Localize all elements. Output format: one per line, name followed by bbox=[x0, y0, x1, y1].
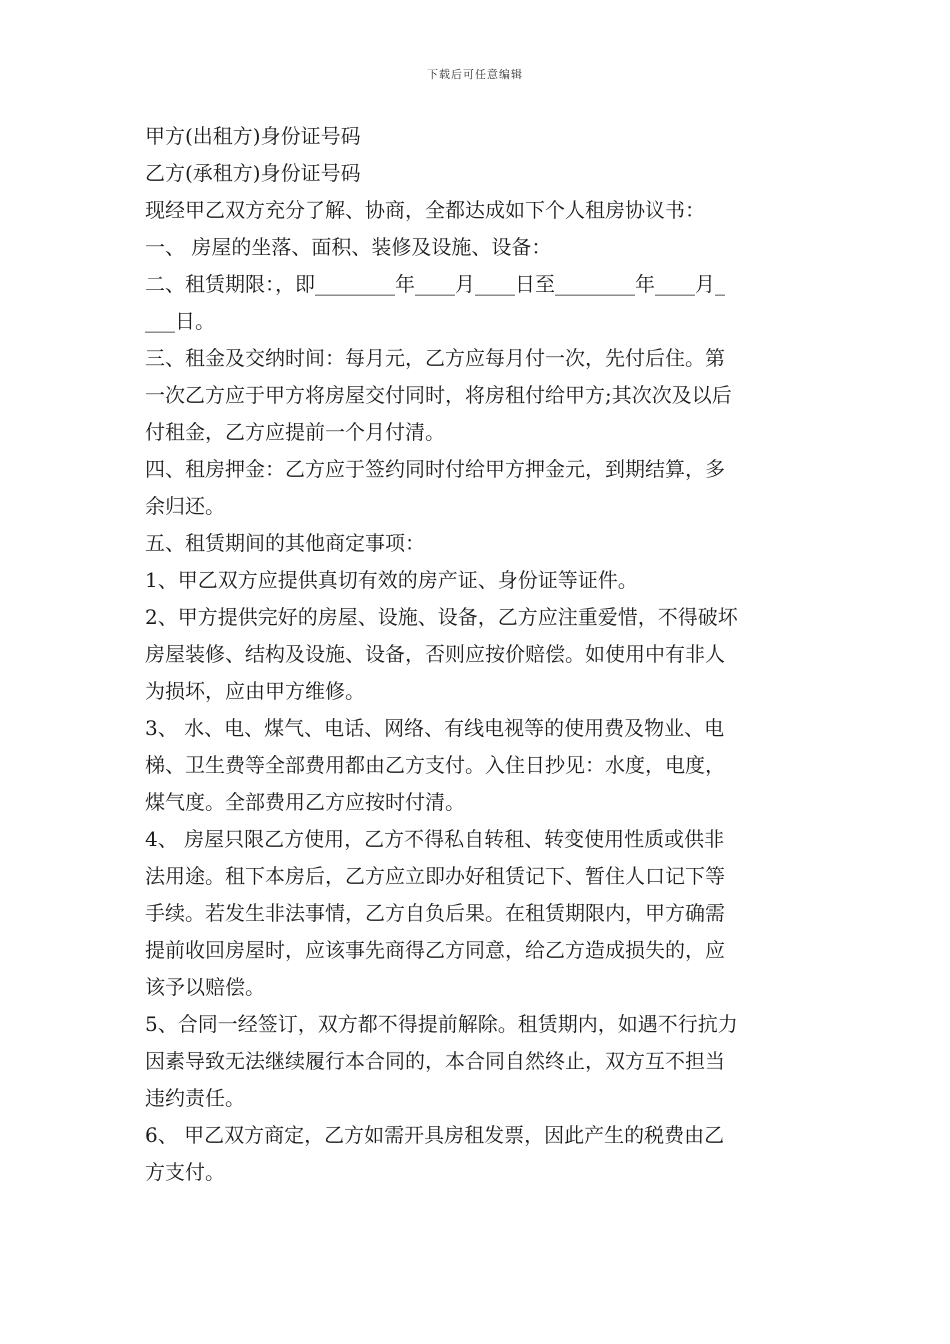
paragraph bbox=[145, 155, 807, 192]
text-line: 三、租金及交纳时间：每月元，乙方应每月付一次，先付后住。第 bbox=[145, 346, 725, 370]
paragraph bbox=[145, 340, 807, 451]
text-line: 五、租赁期间的其他商定事项： bbox=[145, 531, 425, 555]
paragraph bbox=[145, 229, 807, 266]
paragraph bbox=[145, 821, 807, 1006]
text-line: 煤气度。全部费用乙方应按时付清。 bbox=[145, 790, 465, 814]
paragraph bbox=[145, 562, 807, 599]
text-line: 5、合同一经签订，双方都不得提前解除。租赁期内，如遇不行抗力 bbox=[145, 1012, 738, 1036]
text-line: 3、 水、电、煤气、电话、网络、有线电视等的使用费及物业、电 bbox=[145, 716, 725, 740]
text-line: 违约责任。 bbox=[145, 1086, 245, 1110]
text-line: 付租金，乙方应提前一个月付清。 bbox=[145, 420, 445, 444]
paragraph bbox=[145, 710, 807, 821]
text-line: 因素导致无法继续履行本合同的，本合同自然终止，双方互不担当 bbox=[145, 1049, 725, 1073]
text-line: 4、 房屋只限乙方使用，乙方不得私自转租、转变使用性质或供非 bbox=[145, 827, 725, 851]
paragraph bbox=[145, 118, 807, 155]
text-line: 梯、卫生费等全部费用都由乙方支付。入住日抄见：水度，电度， bbox=[145, 753, 725, 777]
text-line: 现经甲乙双方充分了解、协商，全都达成如下个人租房协议书： bbox=[145, 198, 705, 222]
text-line: 一、 房屋的坐落、面积、装修及设施、设备： bbox=[145, 235, 552, 259]
text-line: 1、甲乙双方应提供真切有效的房产证、身份证等证件。 bbox=[145, 568, 638, 592]
paragraph bbox=[145, 266, 807, 340]
text-line: 手续。若发生非法事情，乙方自负后果。在租赁期限内，甲方确需 bbox=[145, 901, 725, 925]
text-line: 方支付。 bbox=[145, 1160, 225, 1184]
text-line: 2、甲方提供完好的房屋、设施、设备，乙方应注重爱惜，不得破坏 bbox=[145, 605, 738, 629]
paragraph bbox=[145, 192, 807, 229]
text-line: 提前收回房屋时，应该事先商得乙方同意，给乙方造成损失的，应 bbox=[145, 938, 725, 962]
text-line: 为损坏，应由甲方维修。 bbox=[145, 679, 365, 703]
text-line: ___日。 bbox=[145, 309, 215, 333]
text-line: 一次乙方应于甲方将房屋交付同时，将房租付给甲方;其次次及以后 bbox=[145, 383, 732, 407]
text-line: 法用途。租下本房后，乙方应立即办好租赁记下、暂住人口记下等 bbox=[145, 864, 725, 888]
page-header: 下载后可任意编辑 bbox=[427, 68, 523, 81]
document-body bbox=[145, 118, 807, 1191]
text-line: 余归还。 bbox=[145, 494, 225, 518]
paragraph bbox=[145, 599, 807, 710]
paragraph bbox=[145, 525, 807, 562]
text-line: 房屋装修、结构及设施、设备，否则应按价赔偿。如使用中有非人 bbox=[145, 642, 725, 666]
text-line: 甲方(出租方)身份证号码 bbox=[145, 124, 361, 148]
text-line: 二、租赁期限：，即________年____月____日至________年____月_ bbox=[145, 272, 725, 296]
paragraph bbox=[145, 1117, 807, 1191]
paragraph bbox=[145, 451, 807, 525]
paragraph bbox=[145, 1006, 807, 1117]
text-line: 四、租房押金：乙方应于签约同时付给甲方押金元，到期结算，多 bbox=[145, 457, 725, 481]
text-line: 乙方(承租方)身份证号码 bbox=[145, 161, 361, 185]
text-line: 6、 甲乙双方商定，乙方如需开具房租发票，因此产生的税费由乙 bbox=[145, 1123, 725, 1147]
text-line: 该予以赔偿。 bbox=[145, 975, 265, 999]
